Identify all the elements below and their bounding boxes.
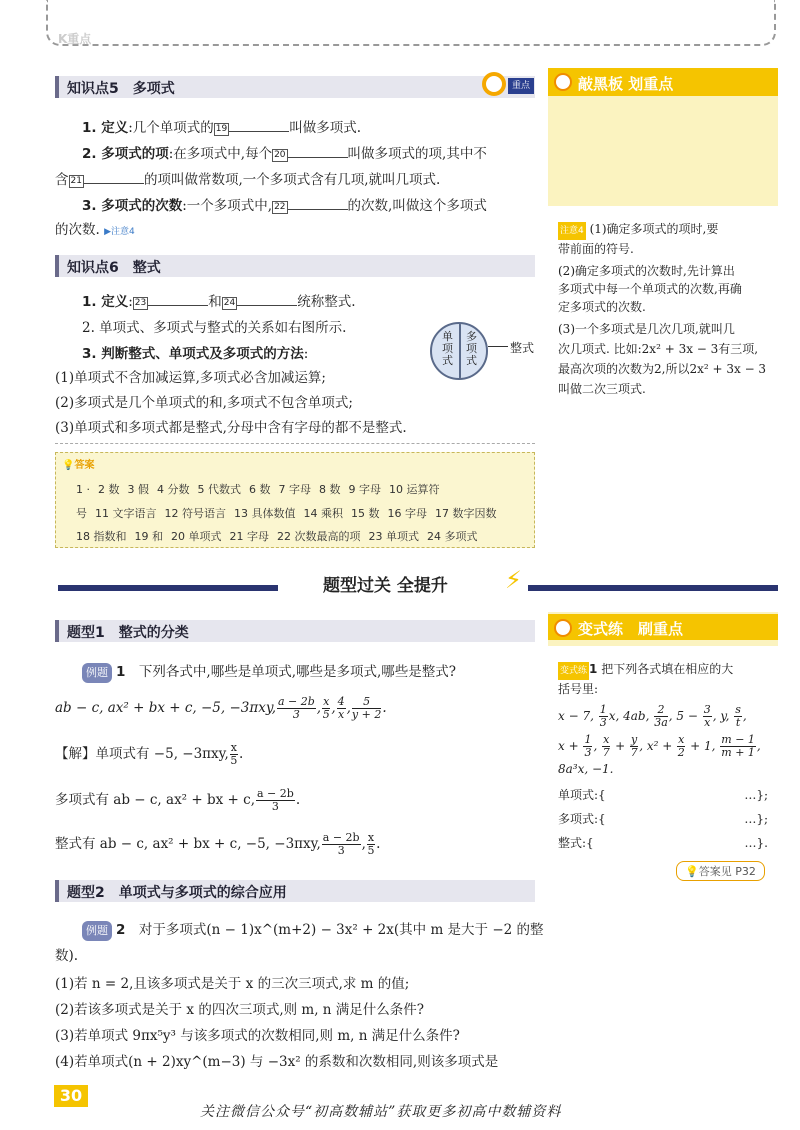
- def-line: 1. 定义:几个单项式的 19 叫做多项式.: [82, 120, 362, 136]
- answer-item: 3 假: [127, 483, 149, 496]
- answer-item: 11 文字语言: [95, 507, 157, 520]
- answer-item: 21 字母: [229, 530, 269, 543]
- side-panel-header: 变式练 刷重点: [548, 614, 778, 640]
- answer-item: 13 具体数值: [234, 507, 296, 520]
- key-badge: 重点: [508, 78, 534, 94]
- sub-question: (4)若单项式(n + 2)xy^(m−3) 与 −3x² 的系数和次数相同,则该多项式是: [55, 1054, 499, 1070]
- answer-item: 16 字母: [387, 507, 427, 520]
- note-line: (3)一个多项式是几次几项,就叫几: [558, 322, 735, 336]
- method-1: (1)单项式不含加减运算,多项式必含加减运算;: [55, 370, 326, 386]
- practice-icon: [554, 619, 572, 637]
- answer-item: 1 ·: [76, 483, 90, 496]
- degree-line: 3. 多项式的次数:一个多项式中, 22 的次数,叫做这个多项式: [82, 198, 487, 214]
- divider: [55, 443, 535, 444]
- section-title: 知识点5 多项式: [55, 76, 535, 98]
- side-panel-header: 敲黑板 划重点: [548, 68, 778, 96]
- answer-item: 4 分数: [157, 483, 190, 496]
- example-question: 例题 2 对于多项式(n − 1)x^(m+2) − 3x² + 2x(其中 m 是大于 −2 的整: [82, 920, 544, 941]
- answers-row: [76, 481, 448, 497]
- page-number: 30: [54, 1085, 88, 1107]
- diagram-left-label: 单项式: [442, 330, 453, 367]
- answer-item: 12 符号语言: [164, 507, 226, 520]
- answer-field[interactable]: 整式:{ …}.: [558, 836, 768, 850]
- answer-item: 18 指数和: [76, 530, 127, 543]
- note-line: 多项式中每一个单项式的次数,再确: [558, 282, 742, 296]
- answer-item: 20 单项式: [171, 530, 222, 543]
- answer-item: 24 多项式: [427, 530, 478, 543]
- answer-item: 号: [76, 507, 87, 520]
- diagram-outer-label: 整式: [510, 341, 535, 355]
- answer-field[interactable]: 单项式:{ …};: [558, 788, 768, 802]
- practice-expressions: x + $\frac{1}{3}$ , $\frac{x}{7}$ + $\frac{y}{7}$ , x² + $\frac{x}{2}$ + 1, $\frac{m - 1}{m + 1}$ ,: [558, 733, 761, 759]
- answer-item: 17 数字因数: [435, 507, 497, 520]
- note-line: 定多项式的次数.: [558, 300, 646, 314]
- answer-item: 22 次数最高的项: [277, 530, 361, 543]
- answer-item: 2 数: [98, 483, 120, 496]
- section-title: 题型1 整式的分类: [55, 620, 535, 642]
- diagram-pointer: [488, 346, 508, 347]
- practice-expressions: 8a³x, −1.: [558, 762, 614, 776]
- example-question: 例题 1 下列各式中,哪些是单项式,哪些是多项式,哪些是整式?: [82, 662, 456, 683]
- answers-header: 💡答案: [62, 460, 95, 471]
- method-title: 3. 判断整式、单项式及多项式的方法:: [82, 346, 309, 362]
- answer-item: 6 数: [249, 483, 271, 496]
- answers-row: [76, 505, 505, 521]
- footer-note: 关注微信公众号“初高数辅站”获取更多初高中数辅资料: [200, 1104, 562, 1120]
- answer-item: 14 乘积: [303, 507, 343, 520]
- section-title: 知识点6 整式: [55, 255, 535, 277]
- logo: K重点: [58, 32, 92, 46]
- answer-item: 8 数: [319, 483, 341, 496]
- lightning-icon: ⚡: [505, 566, 522, 594]
- def-line: 1. 定义: 23 和 24 统称整式.: [82, 294, 356, 310]
- note-line: (2)确定多项式的次数时,先计算出: [558, 264, 735, 278]
- blackboard-icon: [554, 73, 572, 91]
- practice-question: 变式练 1 把下列各式填在相应的大: [558, 660, 733, 680]
- method-2: (2)多项式是几个单项式的和,多项式不包含单项式;: [55, 395, 353, 411]
- relation-diagram: [430, 322, 488, 380]
- diagram-right-label: 多项式: [466, 330, 477, 367]
- degree-line-2: 的次数. ▶注意4: [55, 222, 135, 238]
- sub-question: (2)若该多项式是关于 x 的四次三项式,则 m, n 满足什么条件?: [55, 1002, 425, 1018]
- section-banner: 题型过关 全提升: [58, 571, 778, 593]
- note-line: 带前面的符号.: [558, 242, 634, 256]
- solution-1: 【解】单项式有 −5, −3πxy, $\frac{x}{5}$ .: [55, 741, 244, 767]
- answer-item: 19 和: [134, 530, 163, 543]
- method-3: (3)单项式和多项式都是整式,分母中含有字母的都不是整式.: [55, 420, 407, 436]
- target-icon: [482, 72, 506, 96]
- section-title: 题型2 单项式与多项式的综合应用: [55, 880, 535, 902]
- note-line: 叫做二次三项式.: [558, 382, 646, 396]
- answer-link[interactable]: 💡答案见 P32: [676, 861, 765, 881]
- term-line: 2. 多项式的项:在多项式中,每个 20 叫做多项式的项,其中不: [82, 146, 487, 162]
- answer-field[interactable]: 多项式:{ …};: [558, 812, 768, 826]
- sub-question: (1)若 n = 2,且该多项式是关于 x 的三次三项式,求 m 的值;: [55, 976, 410, 992]
- note-line: 注意4 (1)确定多项式的项时,要: [558, 220, 718, 240]
- answer-item: 9 字母: [348, 483, 381, 496]
- solution-3: 整式有 ab − c, ax² + bx + c, −5, −3πxy, $\frac{a - 2b}{3}$ , $\frac{x}{5}$ .: [55, 831, 381, 857]
- practice-question: 括号里:: [558, 682, 599, 696]
- term-line-2: 含 21 的项叫做常数项,一个多项式含有几项,就叫几项式.: [55, 172, 441, 188]
- answer-item: 15 数: [351, 507, 380, 520]
- sub-question: (3)若单项式 9πx⁵y³ 与该多项式的次数相同,则 m, n 满足什么条件?: [55, 1028, 460, 1044]
- top-frame: [46, 0, 776, 46]
- note-line: 最高次项的次数为2,所以2x² + 3x − 3: [558, 362, 767, 376]
- answer-item: 23 单项式: [368, 530, 419, 543]
- answer-item: 10 运算符: [389, 483, 440, 496]
- relation-line: 2. 单项式、多项式与整式的关系如右图所示.: [82, 320, 347, 336]
- solution-2: 多项式有 ab − c, ax² + bx + c, $\frac{a - 2b}{3}$ .: [55, 787, 301, 813]
- answer-item: 5 代数式: [197, 483, 241, 496]
- note-line: 次几项式. 比如:2x² + 3x − 3有三项,: [558, 342, 759, 356]
- answer-item: 7 字母: [278, 483, 311, 496]
- example-question: 数).: [55, 948, 79, 964]
- answers-row: [76, 528, 486, 544]
- example-expressions: ab − c, ax² + bx + c, −5, −3πxy, $\frac{a - 2b}{3}$ , $\frac{x}{5}$ , $\frac{4}{x}$ , $\frac{5}{y + 2}$ .: [55, 695, 387, 721]
- practice-expressions: x − 7, $\frac{1}{3}$ x, 4ab, $\frac{2}{3a}$ , 5 − $\frac{3}{x}$ , y, $\frac{s}{t}$ ,: [558, 703, 747, 729]
